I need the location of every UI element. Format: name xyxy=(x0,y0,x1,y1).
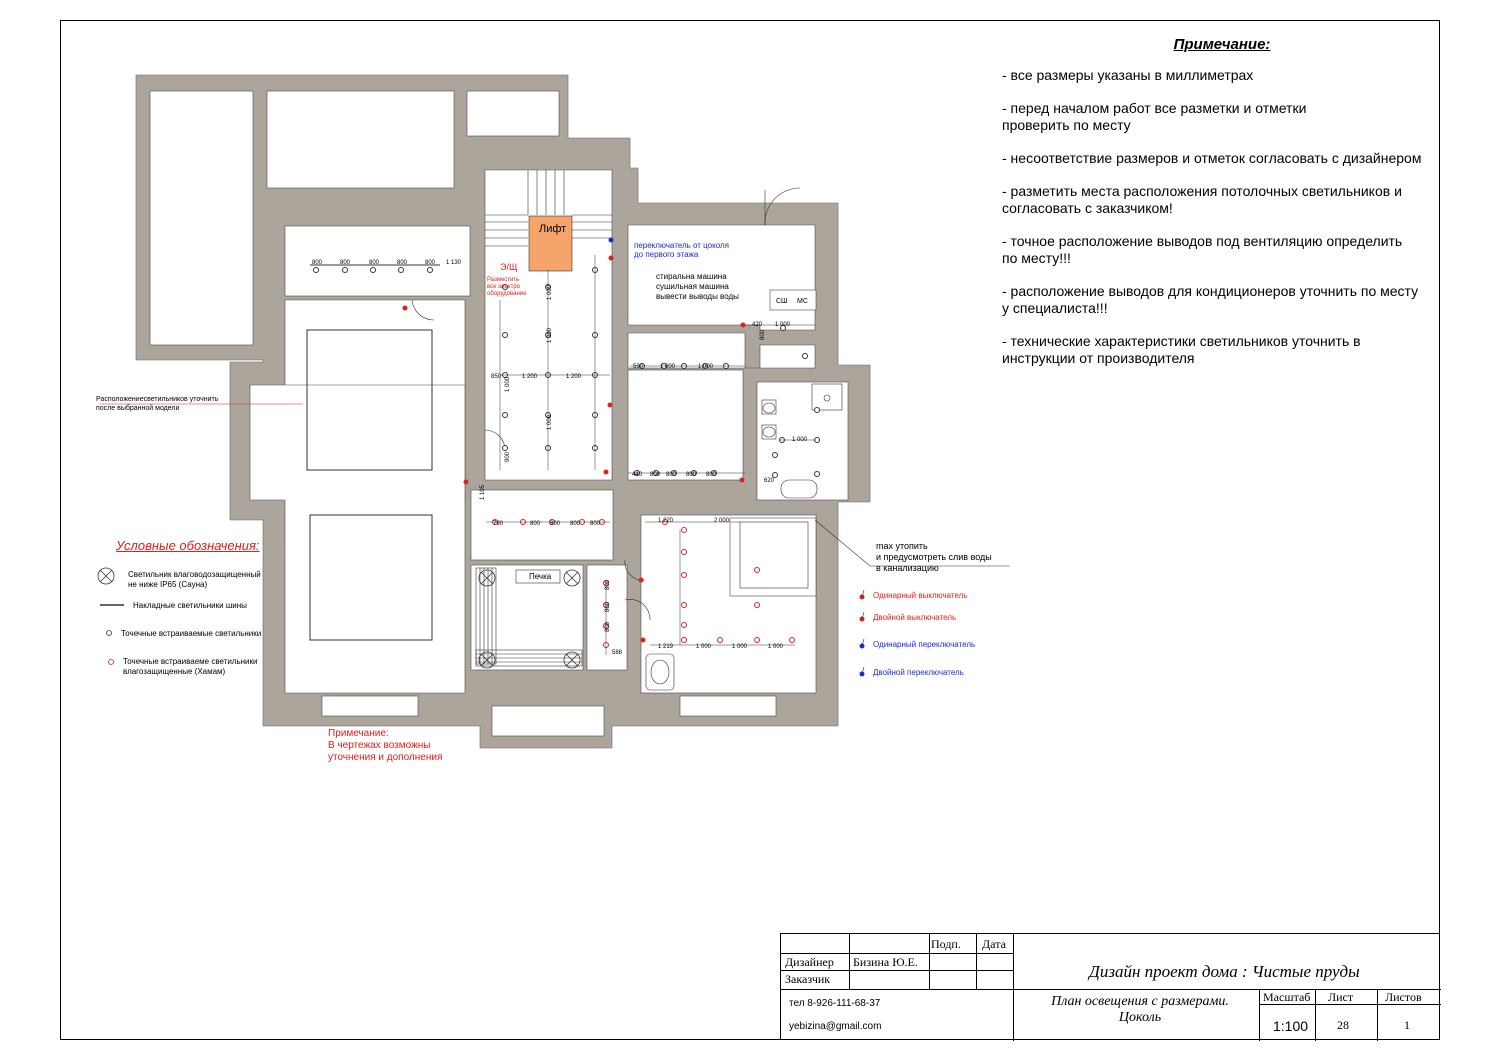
dimension-label: 800 xyxy=(706,472,717,478)
dimension-label: 800 xyxy=(605,579,611,590)
dimension-label: 800 xyxy=(605,601,611,612)
dimension-label: 800 xyxy=(686,472,697,478)
spot-light-icon xyxy=(503,413,508,418)
spot-light-icon xyxy=(718,638,723,643)
dimension-label: 1 000 xyxy=(660,364,676,370)
notes-title: Примечание: xyxy=(1173,36,1271,53)
ms-label: МС xyxy=(797,298,808,305)
dimension-label: 790 xyxy=(493,521,504,527)
dimension-label: 800 xyxy=(340,260,351,266)
designer-name: Бизина Ю.Е. xyxy=(853,955,918,969)
dimension-label: 420 xyxy=(752,322,763,328)
dimension-label: 800 xyxy=(760,329,766,340)
note-item: - расположение выводов для кондиционеров уточнить по месту у специалиста!!! xyxy=(1002,283,1419,316)
dimension-label: 1 000 xyxy=(547,284,553,300)
dimension-label: 1 000 xyxy=(775,322,791,328)
dimension-label: 1 000 xyxy=(505,376,511,392)
spot-light-icon xyxy=(755,638,760,643)
legend-item: Точечные встраиваеме светильники влагозащищенные (Хамам) xyxy=(123,657,258,676)
dimension-label: 800 xyxy=(570,521,581,527)
customer-label: Заказчик xyxy=(785,972,831,986)
spot-light-icon xyxy=(773,453,778,458)
legend-title: Условные обозначения: xyxy=(116,538,260,553)
note-item: - точное расположение выводов под вентиляцию определить по месту!!! xyxy=(1002,233,1403,266)
dimension-label: 1 000 xyxy=(732,644,748,650)
spot-light-icon xyxy=(803,354,808,359)
drain-note: max утопить и предусмотреть слив воды в канализацию xyxy=(876,541,992,573)
legend-switch: Двойной переключатель xyxy=(873,668,964,677)
sheet-label: Лист xyxy=(1328,990,1354,1004)
sheet-value: 28 xyxy=(1337,1018,1349,1032)
notes-block xyxy=(1002,36,1442,383)
legend-item: Светильник влаговодозащищенный не ниже IP65 (Сауна) xyxy=(128,570,261,589)
dimension-label: 1 200 xyxy=(522,374,538,380)
dimension-label: 800 xyxy=(550,521,561,527)
dimension-label: 588 xyxy=(612,650,623,656)
laundry-note: стиральна машина сушильная машина вывести выводы воды xyxy=(656,272,739,301)
project-title: Дизайн проект дома : Чистые пруды xyxy=(1089,962,1360,981)
lift-label: Лифт xyxy=(539,223,567,235)
note-item: - несоответствие размеров и отметок согласовать с дизайнером xyxy=(1002,150,1422,166)
sh-label: СШ xyxy=(776,298,788,305)
legend-item: Накладные светильники шины xyxy=(133,601,247,610)
note-item: - все размеры указаны в миллиметрах xyxy=(1002,67,1254,83)
dimension-label: 800 xyxy=(590,521,601,527)
spot-light-icon xyxy=(682,528,687,533)
ehsh-note: Разместить все электро оборудование xyxy=(487,277,527,297)
note-item: - технические характеристики светильников уточнить в инструкции от производителя xyxy=(1002,333,1361,366)
spot-light-icon xyxy=(755,568,760,573)
dimension-label: 1 220 xyxy=(658,518,674,524)
dimension-label: 1 130 xyxy=(446,260,462,266)
dimension-label: 800 xyxy=(650,472,661,478)
designer-label: Дизайнер xyxy=(785,955,834,969)
dimension-label: 850 xyxy=(491,374,502,380)
legend-switch: Одинарный переключатель xyxy=(873,640,976,649)
podp-label: Подп. xyxy=(931,937,961,951)
spot-light-icon xyxy=(682,603,687,608)
spot-light-icon xyxy=(682,638,687,643)
title-block xyxy=(780,933,1440,1040)
dimension-label: 620 xyxy=(764,478,775,484)
dimension-label: 1 000 xyxy=(698,364,714,370)
sheets-label: Листов xyxy=(1385,990,1422,1004)
dimension-label: 900 xyxy=(505,451,511,462)
legend-item: Точечные встраиваемые светильники xyxy=(121,629,262,638)
dimension-label: 800 xyxy=(312,260,323,266)
phone: тел 8-926-111-68-37 xyxy=(789,998,881,1009)
dimension-label: 800 xyxy=(605,621,611,632)
legend-switch: Одинарный выключатель xyxy=(873,591,968,600)
spot-light-icon xyxy=(815,408,820,413)
dimension-label: 800 xyxy=(530,521,541,527)
email: yebizina@gmail.com xyxy=(789,1021,882,1032)
dimension-label: 1 000 xyxy=(547,414,553,430)
red-note: Примечание: В чертежах возможны уточнения и дополнения xyxy=(328,728,443,763)
spot-light-icon xyxy=(755,603,760,608)
dimension-label: 440 xyxy=(632,472,643,478)
dimension-label: 800 xyxy=(666,472,677,478)
spot-light-icon xyxy=(503,333,508,338)
legend-switch: Двойной выключатель xyxy=(873,613,957,622)
dimension-label: 800 xyxy=(425,260,436,266)
dimension-label: 800 xyxy=(397,260,408,266)
lights-note: Расположениесветильников уточнить после выбранной модели xyxy=(96,396,219,412)
dimension-label: 1 000 xyxy=(792,437,808,443)
dimension-label: 1 219 xyxy=(658,644,674,650)
dimension-label: 1 000 xyxy=(696,644,712,650)
scale-value: 1:100 xyxy=(1273,1018,1309,1034)
pechka-label: Печка xyxy=(529,572,552,581)
spot-light-icon xyxy=(682,573,687,578)
dimension-label: 1 000 xyxy=(547,327,553,343)
spot-light-icon xyxy=(682,623,687,628)
spot-light-icon xyxy=(503,446,508,451)
switch-note: переключатель от цоколя до первого этажа xyxy=(634,241,729,259)
spot-light-icon xyxy=(682,550,687,555)
dimension-label: 1 200 xyxy=(566,374,582,380)
dimension-label: 590 xyxy=(633,364,644,370)
ehsh-label: Э/Щ xyxy=(500,262,518,272)
sheet-title: План освещения с размерами. Цоколь xyxy=(1051,994,1229,1025)
dimension-label: 1 000 xyxy=(768,644,784,650)
spot-light-icon xyxy=(790,638,795,643)
dimension-label: 1 105 xyxy=(480,484,486,500)
sheets-value: 1 xyxy=(1404,1018,1410,1032)
scale-label: Масштаб xyxy=(1263,990,1311,1004)
spot-light-icon xyxy=(815,472,820,477)
dimension-label: 800 xyxy=(369,260,380,266)
date-label: Дата xyxy=(982,937,1006,951)
dimension-label: 2 000 xyxy=(714,518,730,524)
note-item: - разметить места расположения потолочных светильников и согласовать с заказчиком! xyxy=(1002,183,1402,216)
note-item: - перед началом работ все разметки и отметки проверить по месту xyxy=(1002,100,1307,133)
